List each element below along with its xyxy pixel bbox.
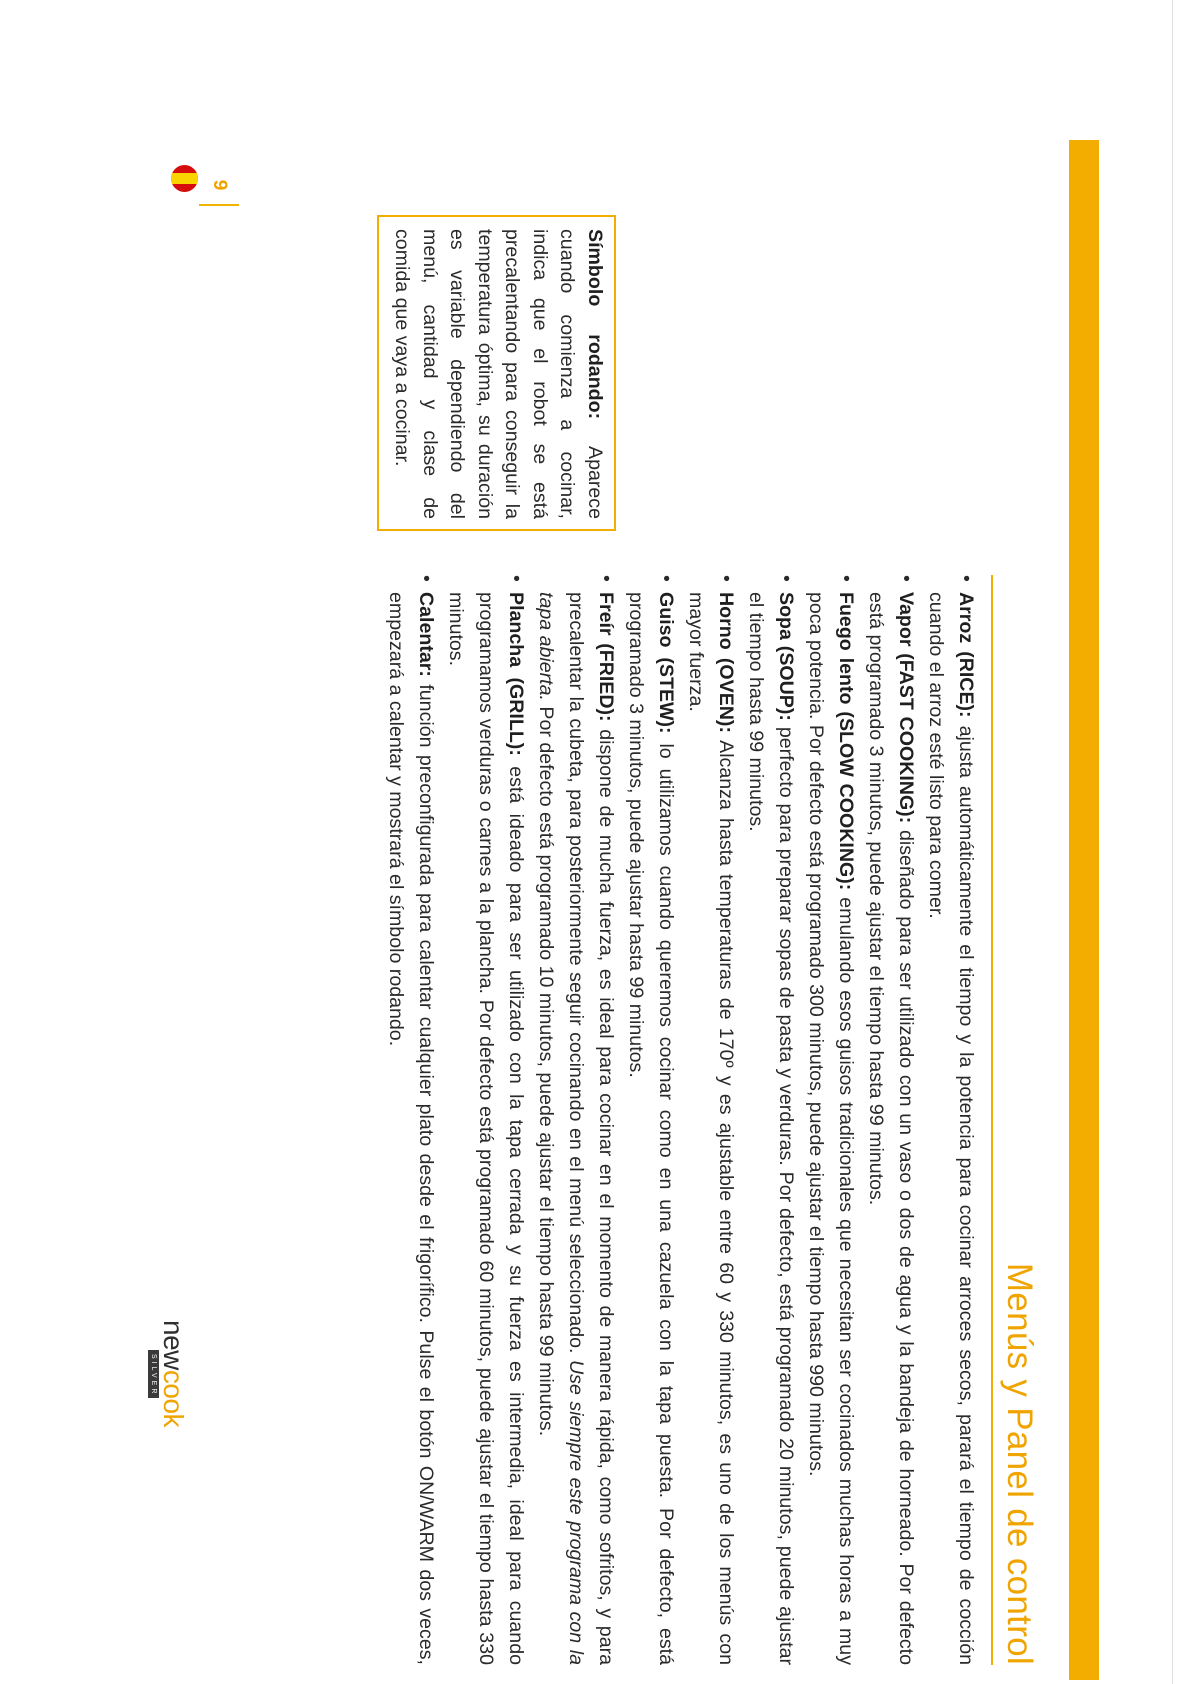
menu-description: está ideado para ser utilizado con la tapa cerrada y su fuerza es intermedia, ideal para cuando programamos verduras o carnes a la plancha. Por defecto está programado 60 minutos, puede ajustar el tiempo hasta 330 minutos.: [445, 592, 527, 1665]
flag-band: [171, 173, 198, 184]
list-item: [741, 575, 801, 1665]
bullet-dot-icon: •: [895, 575, 917, 582]
bullet-dot-icon: •: [955, 575, 977, 582]
menu-description: perfecto para preparar sopas de pasta y verduras. Por defecto, está programado 20 minutos, puede ajustar el tiempo hasta 99 minutos.: [745, 592, 797, 1665]
menu-term: Vapor (FAST COOKING):: [895, 592, 917, 824]
list-item: [531, 575, 621, 1665]
bullet-dot-icon: •: [715, 575, 737, 582]
bullet-dot-icon: •: [835, 575, 857, 582]
menu-term: Freír (FRIED):: [595, 592, 617, 722]
bullet-dot-icon: •: [775, 575, 797, 582]
brand-cook: cook: [158, 1369, 189, 1428]
brand-logo: [148, 1320, 187, 1427]
menu-term: Plancha (GRILL):: [505, 592, 527, 756]
page-number: 9: [209, 179, 230, 191]
accent-bar: [1069, 140, 1099, 1680]
spain-flag-icon: [171, 165, 198, 192]
bullet-dot-icon: •: [595, 575, 617, 582]
rotated-page-content: [139, 140, 1099, 1680]
menu-description: emulando esos guisos tradicionales que necesitan ser cocinados muchas horas a muy poca potencia. Por defecto está programado 300 minutos, puede ajustar el tiempo hasta 990 minutos.: [805, 592, 857, 1665]
bullet-dot-icon: •: [415, 575, 437, 582]
title-underline: [991, 575, 993, 1665]
sidebar-note-term: Símbolo rodando:: [584, 229, 606, 420]
list-item: [801, 575, 861, 1665]
menu-description: dispone de mucha fuerza, es ideal para cocinar en el momento de manera rápida, como sofritos, y para precalentar la cubeta, para posteriormente seguir cocinando en el menú seleccionado.: [565, 592, 617, 1666]
usage-warning: Use siempre este programa con la tapa abierta.: [535, 592, 587, 1665]
menu-term: Horno (OVEN):: [715, 592, 737, 733]
menu-term: Arroz (RICE):: [955, 592, 977, 718]
list-item: [921, 575, 981, 1665]
bullet-dot-icon: •: [655, 575, 677, 582]
page-edge: [1172, 0, 1173, 1684]
menu-list: [381, 575, 981, 1665]
list-item: [621, 575, 681, 1665]
menu-description: diseñado para ser utilizado con un vaso o dos de agua y la bandeja de horneado. Por defecto está programado 3 minutos, puede ajustar el tiempo hasta 99 minutos.: [865, 592, 917, 1665]
menu-term: Sopa (SOUP):: [775, 592, 797, 721]
menu-description: ajusta automáticamente el tiempo y la potencia para cocinar arroces secos, parará el tiempo de cocción cuando el arroz esté listo para comer.: [925, 592, 977, 1665]
menu-term: Calentar:: [415, 592, 437, 677]
list-item: [681, 575, 741, 1665]
menu-term: Guiso (STEW):: [655, 592, 677, 734]
menu-description: Alcanza hasta temperaturas de 170º y es ajustable entre 60 y 330 minutos, es uno de los menús con mayor fuerza.: [685, 592, 737, 1665]
brand-wordmark: [159, 1320, 187, 1427]
page-title: Menús y Panel de control: [1000, 1262, 1039, 1665]
bullet-dot-icon: •: [505, 575, 527, 582]
sidebar-note-box: [377, 215, 616, 531]
menu-description: función preconfigurada para calentar cualquier plato desde el frigorífico. Pulse el botón ON/WARM dos veces, empezará a calentar y mostrará el símbolo rodando.: [385, 592, 437, 1665]
brand-tagline: SILVER: [148, 1350, 159, 1398]
list-item: [381, 575, 441, 1665]
brand-new: new: [158, 1320, 189, 1370]
menu-description: lo utilizamos cuando queremos cocinar como en una cazuela con la tapa puesta. Por defecto, está programado 3 minutos, puede ajustar hasta 99 minutos.: [625, 592, 677, 1665]
list-item: [441, 575, 531, 1665]
menu-description-tail: Por defecto está programado 10 minutos, puede ajustar el tiempo hasta 99 minutos.: [535, 700, 557, 1437]
sidebar-note-text: Aparece cuando comienza a cocinar, indica que el robot se está precalentando para conseguir la temperatura óptima, su duración es variable dependiendo del menú, cantidad y clase de comida que vaya a cocinar.: [391, 229, 606, 519]
page-number-divider: [199, 204, 239, 206]
list-item: [861, 575, 921, 1665]
menu-term: Fuego lento (SLOW COOKING):: [835, 592, 857, 891]
